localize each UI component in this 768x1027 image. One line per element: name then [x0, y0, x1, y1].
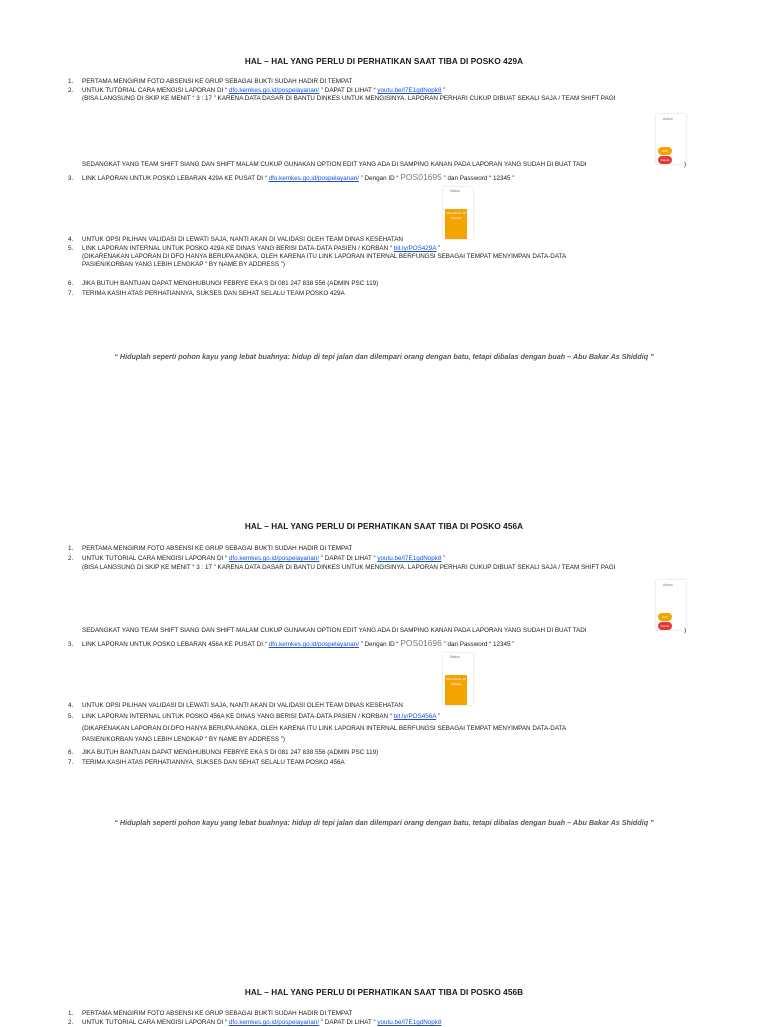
item-5-note-line-1: (DIKARENAKAN LAPORAN DI DFO HANYA BERUPA ANGKA, OLEH KARENA ITU LINK LAPORAN INTERNAL BERFUNGSI SEBAGAI TEMPAT MENYIMPAN DATA-DATA [82, 253, 567, 260]
action-buttons-thumbnail [656, 114, 686, 164]
thumbnail-header: Action [663, 583, 673, 587]
item-number: 5. [68, 713, 74, 720]
item-1-text: PERTAMA MENGIRIM FOTO ABSENSI KE GRUP SEBAGAI BUKTI SUDAH HADIR DI TEMPAT [82, 545, 353, 552]
item-3-password: ” dan Password “ 12345 ” [441, 175, 515, 182]
item-3-text [82, 639, 514, 649]
posko-id: POS01696 [400, 638, 442, 648]
delete-button-thumbnail: Delete [658, 622, 672, 630]
internal-report-link[interactable]: bit.ly/POS429A [393, 245, 437, 252]
posko-id: POS01695 [400, 172, 442, 182]
item-5-note-line-1: (DIKARENAKAN LAPORAN DI DFO HANYA BERUPA ANGKA, OLEH KARENA ITU LINK LAPORAN INTERNAL BERFUNGSI SEBAGAI TEMPAT MENYIMPAN DATA-DATA [82, 725, 567, 732]
action-buttons-thumbnail [656, 580, 686, 630]
thumbnail-header: Status [450, 655, 460, 659]
section-title: HAL – HAL YANG PERLU DI PERHATIKAN SAAT TIBA DI POSKO 429A [244, 57, 524, 66]
item-3-text [82, 173, 514, 183]
item-6-text: JIKA BUTUH BANTUAN DAPAT MENGHUBUNGI FEBRYE EKA S DI 081 247 838 556 (ADMIN PSC 119) [82, 749, 379, 756]
item-number: 6. [68, 280, 74, 287]
item-5-text [82, 245, 440, 253]
item-number: 2. [68, 555, 74, 562]
item-3-password: ” dan Password “ 12345 ” [441, 641, 515, 648]
closing-quote: “ Hiduplah seperti pohon kayu yang lebat buahnya: hidup di tepi jalan dan dilempari orang dengan batu, tetapi dibalas dengan buah – Abu Bakar As Shiddiq ” [114, 352, 654, 361]
item-2-post: ” [441, 87, 446, 94]
section-posko-456a [0, 522, 768, 902]
item-3-mid: ” Dengan ID “ [358, 641, 401, 648]
item-2-note-line-1: (BISA LANGSUNG DI SKIP KE MENIT “ 3 : 17 ” KARENA DATA DASAR DI BANTU DINKES UNTUK MENGISINYA. LAPORAN PERHARI CUKUP DIBUAT SEKALI SAJA / TEAM SHIFT PAGI [82, 564, 616, 571]
item-number: 1. [68, 78, 74, 85]
item-7-text: TERIMA KASIH ATAS PERHATIANNYA, SUKSES DAN SEHAT SELALU TEAM POSKO 456A [82, 759, 345, 766]
item-2-note-line-2: SEDANGKAT YANG TEAM SHIFT SIANG DAN SHIFT MALAM CUKUP GUNAKAN OPTION EDIT YANG ADA DI SAMPING KANAN PADA LAPORAN YANG SUDAH DI BUAT TADI [82, 161, 587, 168]
status-badge-thumbnail [443, 187, 473, 239]
item-2-note-line-1: (BISA LANGSUNG DI SKIP KE MENIT “ 3 : 17 ” KARENA DATA DASAR DI BANTU DINKES UNTUK MENGISINYA. LAPORAN PERHARI CUKUP DIBUAT SEKALI SAJA / TEAM SHIFT PAGI [82, 95, 616, 102]
item-1-text: PERTAMA MENGIRIM FOTO ABSENSI KE GRUP SEBAGAI BUKTI SUDAH HADIR DI TEMPAT [82, 1010, 353, 1017]
youtube-tutorial-link[interactable]: youtu.be/I7E1gdNopk8 [377, 1019, 442, 1026]
item-3-pre: LINK LAPORAN UNTUK POSKO LEBARAN 456A KE PUSAT DI “ [82, 641, 269, 648]
item-2-pre: UNTUK TUTORIAL CARA MENGISI LAPORAN DI “ [82, 555, 229, 562]
item-2-mid: ” DAPAT DI LIHAT “ [319, 1019, 378, 1026]
internal-report-link[interactable]: bit.ly/POS456A [393, 713, 437, 720]
section-title: HAL – HAL YANG PERLU DI PERHATIKAN SAAT TIBA DI POSKO 456A [244, 522, 524, 531]
item-5-note-line-2: PASIEN/KORBAN YANG LEBIH LENGKAP “ BY NAME BY ADDRESS ”) [82, 261, 285, 268]
item-1-text: PERTAMA MENGIRIM FOTO ABSENSI KE GRUP SEBAGAI BUKTI SUDAH HADIR DI TEMPAT [82, 78, 353, 85]
item-3-pre: LINK LAPORAN UNTUK POSKO LEBARAN 429A KE PUSAT DI “ [82, 175, 269, 182]
section-title: HAL – HAL YANG PERLU DI PERHATIKAN SAAT TIBA DI POSKO 456B [244, 988, 524, 997]
item-5-close: ” [436, 713, 440, 720]
item-3-mid: ” Dengan ID “ [358, 175, 401, 182]
item-2-pre: UNTUK TUTORIAL CARA MENGISI LAPORAN DI “ [82, 1019, 229, 1026]
item-number: 1. [68, 545, 74, 552]
item-number: 4. [68, 702, 74, 709]
youtube-tutorial-link[interactable]: youtu.be/I7E1gdNopk8 [377, 555, 442, 562]
item-number: 4. [68, 236, 74, 243]
item-number: 5. [68, 245, 74, 252]
pospelayanan-link[interactable]: dfo.kemkes.go.id/pospelayanan/ [228, 1019, 320, 1026]
closing-quote: “ Hiduplah seperti pohon kayu yang lebat buahnya: hidup di tepi jalan dan dilempari orang dengan batu, tetapi dibalas dengan buah – Abu Bakar As Shiddiq ” [114, 818, 654, 827]
item-2-close-paren: ) [684, 627, 687, 634]
thumbnail-header: Status [450, 189, 460, 193]
item-2-text [82, 555, 445, 563]
item-2-note-line-2: SEDANGKAT YANG TEAM SHIFT SIANG DAN SHIFT MALAM CUKUP GUNAKAN OPTION EDIT YANG ADA DI SAMPING KANAN PADA LAPORAN YANG SUDAH DI BUAT TADI [82, 627, 587, 634]
item-number: 7. [68, 290, 74, 297]
section-posko-456b [0, 988, 768, 1024]
validation-status-badge: Data Belum Di Validasi [445, 209, 467, 239]
pospelayanan-link[interactable]: dfo.kemkes.go.id/pospelayanan/ [228, 555, 320, 562]
edit-button-thumbnail: Edit [658, 147, 672, 155]
item-2-post: ” [441, 555, 446, 562]
item-number: 1. [68, 1010, 74, 1017]
item-number: 3. [68, 641, 74, 648]
validation-status-badge: Data Belum Di Validasi [445, 675, 467, 705]
pospelayanan-link[interactable]: dfo.kemkes.go.id/pospelayanan/ [268, 175, 359, 182]
item-number: 6. [68, 749, 74, 756]
section-posko-429a [0, 57, 768, 437]
item-4-text: UNTUK OPSI PILIHAN VALIDASI DI LEWATI SAJA, NANTI AKAN DI VALIDASI OLEH TEAM DINAS KESEHATAN [82, 236, 403, 243]
pospelayanan-link[interactable]: dfo.kemkes.go.id/pospelayanan/ [228, 87, 320, 94]
item-2-mid: ” DAPAT DI LIHAT “ [319, 555, 378, 562]
pospelayanan-link[interactable]: dfo.kemkes.go.id/pospelayanan/ [268, 641, 359, 648]
item-number: 2. [68, 1019, 74, 1026]
item-number: 3. [68, 175, 74, 182]
youtube-tutorial-link[interactable]: youtu.be/I7E1gdNopk8 [377, 87, 442, 94]
item-6-text: JIKA BUTUH BANTUAN DAPAT MENGHUBUNGI FEBRYE EKA S DI 081 247 838 556 (ADMIN PSC 119) [82, 280, 379, 287]
item-5-pre: LINK LAPORAN INTERNAL UNTUK POSKO 429A KE DINAS YANG BERISI DATA-DATA PASIEN / KORBAN “ [82, 245, 394, 252]
thumbnail-header: Action [663, 117, 673, 121]
item-2-pre: UNTUK TUTORIAL CARA MENGISI LAPORAN DI “ [82, 87, 229, 94]
item-2-close-paren: ) [684, 161, 687, 168]
item-5-text [82, 713, 440, 721]
item-2-text [82, 1019, 441, 1027]
delete-button-thumbnail: Delete [658, 156, 672, 164]
edit-button-thumbnail: Edit [658, 613, 672, 621]
item-5-pre: LINK LAPORAN INTERNAL UNTUK POSKO 456A KE DINAS YANG BERISI DATA-DATA PASIEN / KORBAN “ [82, 713, 394, 720]
item-4-text: UNTUK OPSI PILIHAN VALIDASI DI LEWATI SAJA, NANTI AKAN DI VALIDASI OLEH TEAM DINAS KESEHATAN [82, 702, 403, 709]
item-7-text: TERIMA KASIH ATAS PERHATIANNYA, SUKSES DAN SEHAT SELALU TEAM POSKO 429A [82, 290, 345, 297]
item-5-close: ” [436, 245, 440, 252]
item-2-text [82, 87, 445, 95]
item-number: 7. [68, 759, 74, 766]
item-number: 2. [68, 87, 74, 94]
status-badge-thumbnail [443, 653, 473, 705]
item-5-note-line-2: PASIEN/KORBAN YANG LEBIH LENGKAP “ BY NAME BY ADDRESS ”) [82, 736, 285, 743]
item-2-mid: ” DAPAT DI LIHAT “ [319, 87, 378, 94]
